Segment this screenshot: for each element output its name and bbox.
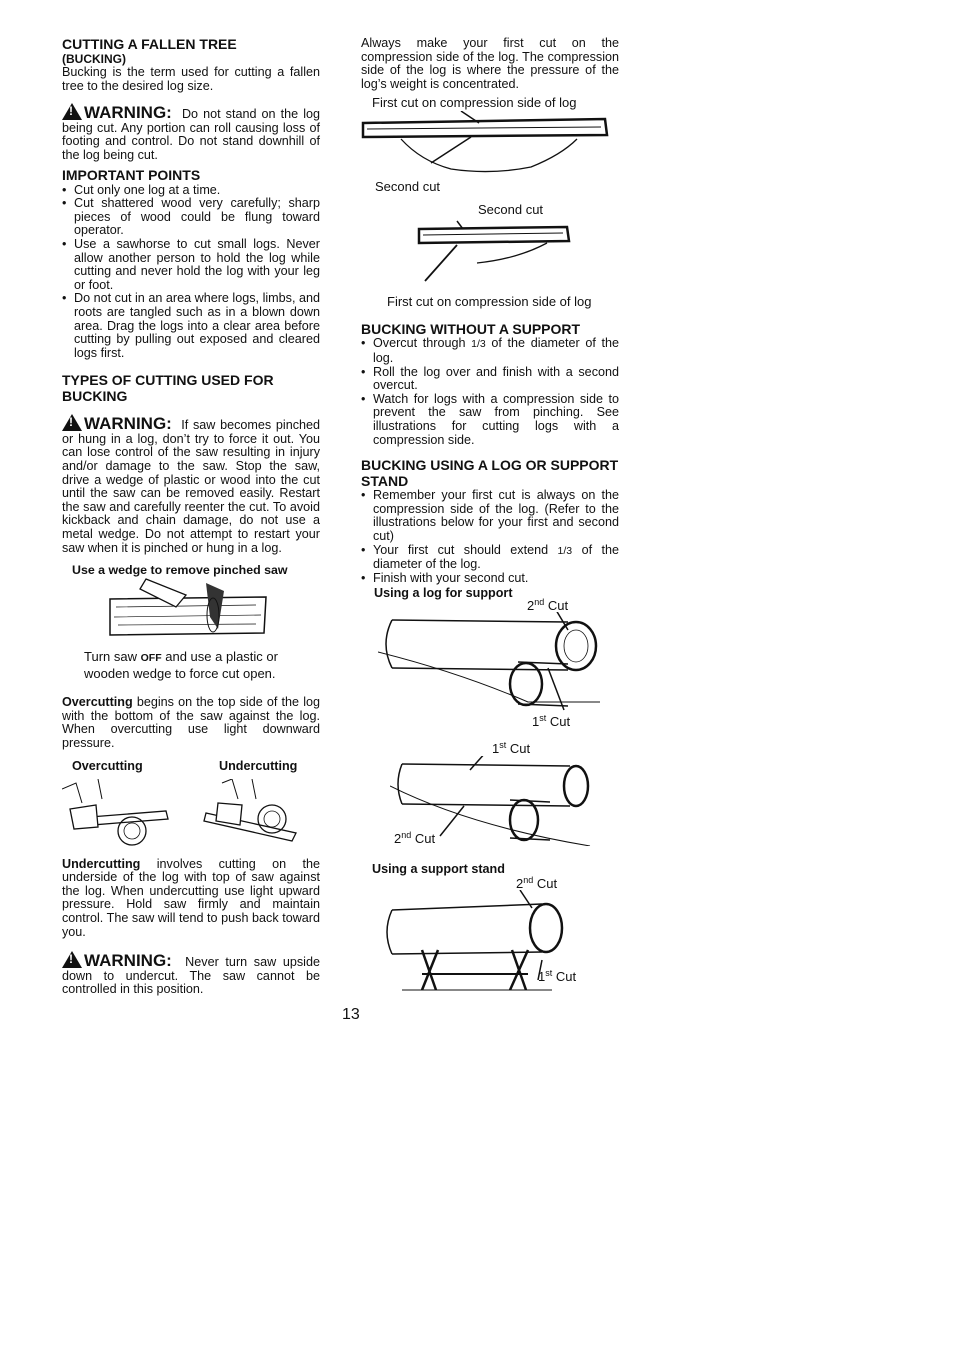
ordinal: 1 xyxy=(492,741,500,756)
list-item: • Watch for logs with a compression side to prevent the saw from pinching. See illustrations for cutting logs with a compression side. xyxy=(361,393,619,447)
undercutting-paragraph xyxy=(62,858,320,940)
second-cut-label xyxy=(516,873,557,891)
warning-icon xyxy=(62,103,82,120)
cut-word: Cut xyxy=(414,831,436,846)
wedge-note xyxy=(84,649,314,682)
log-support-caption: Using a log for support xyxy=(374,586,513,600)
ordinal-suffix: st xyxy=(499,740,507,750)
list-item-text: of the diameter of the log. xyxy=(373,336,620,365)
ordinal-suffix: nd xyxy=(401,830,412,840)
no-support-list xyxy=(361,337,619,447)
ordinal: 2 xyxy=(394,831,402,846)
overcutting-label: Overcutting xyxy=(72,758,143,773)
warning-icon xyxy=(62,951,82,968)
ordinal: 1 xyxy=(532,714,540,729)
first-cut-label xyxy=(538,966,576,984)
second-cut-label xyxy=(527,595,568,613)
cut-word: Cut xyxy=(509,741,531,756)
ordinal-suffix: st xyxy=(545,968,553,978)
cut-word: Cut xyxy=(549,714,571,729)
list-item: • Cut shattered wood very carefully; sharp pieces of wood could be flung toward operator. xyxy=(62,197,320,238)
list-item-text: Your first cut should extend xyxy=(373,542,549,557)
list-item: • Cut only one log at a time. xyxy=(62,184,320,198)
wedge-note-text: Turn saw xyxy=(84,649,137,665)
list-item-text: of the diameter of the log. xyxy=(373,542,620,572)
ordinal: 2 xyxy=(527,598,535,613)
wedge-note-text: and use a plastic or wooden wedge to force cut open. xyxy=(84,649,278,682)
no-support-heading: BUCKING WITHOUT A SUPPORT xyxy=(361,321,581,338)
page-number: 13 xyxy=(342,1006,360,1023)
overcutting-illustration xyxy=(62,779,172,851)
warning-label: WARNING: xyxy=(84,951,172,971)
compression-intro: Always make your first cut on the compression side of the log. The compression side of the log is where the pressure of the log’s weight is concentrated. xyxy=(361,36,619,91)
undercutting-label: Undercutting xyxy=(219,758,298,773)
log-fig-2 xyxy=(417,219,577,285)
warning-text: Do not stand on the log being cut. Any portion can roll causing loss of footing and control. Do not stand downhill of the log being cut. xyxy=(62,107,320,162)
types-heading: TYPES OF CUTTING USED FOR BUCKING xyxy=(62,372,274,405)
ordinal: 2 xyxy=(516,876,524,891)
first-cut-label xyxy=(492,738,530,756)
list-item: • Finish with your second cut. xyxy=(361,572,619,586)
section-title: CUTTING A FALLEN TREE xyxy=(62,36,237,52)
list-item: • Use a sawhorse to cut small logs. Never allow another person to hold the log while cutting and never hold the log with your leg or foot. xyxy=(62,238,320,292)
section-subtitle: (BUCKING) xyxy=(62,52,126,66)
list-item: • Do not cut in an area where logs, limbs, and roots are tangled such as in a blown down area. Drag the logs into a clear area before cutting by pulling out exposed and cleared logs first. xyxy=(62,292,320,360)
left-column xyxy=(62,34,320,997)
wedge-caption: Use a wedge to remove pinched saw xyxy=(72,563,288,578)
overcutting-term: Overcutting xyxy=(62,695,133,710)
warning-label: WARNING: xyxy=(84,414,172,434)
undercutting-illustration xyxy=(202,779,312,851)
warning-icon xyxy=(62,414,82,431)
list-item: • Remember your first cut is always on the compression side of the log. (Refer to the illustrations below for your first and second cut) xyxy=(361,489,619,543)
important-heading: IMPORTANT POINTS xyxy=(62,166,201,183)
right-column xyxy=(361,34,619,585)
important-list xyxy=(62,184,320,361)
fraction: 1/3 xyxy=(471,338,486,351)
undercutting-text: involves cutting on the underside of the log with top of saw against the log. When undercutting use light upward pressure. Hold saw firmly and maintain control. The saw will tend to push back toward you. xyxy=(62,856,321,939)
cut-word: Cut xyxy=(536,876,558,891)
wedge-illustration xyxy=(106,577,276,643)
fig1-top-label: First cut on compression side of log xyxy=(372,95,577,111)
fraction: 1/3 xyxy=(557,544,573,557)
log-support-illustration-1 xyxy=(378,612,600,712)
warning-block-3 xyxy=(62,951,320,997)
second-cut-label xyxy=(394,828,435,846)
fig1-bottom-label: Second cut xyxy=(375,179,441,195)
list-item: • Roll the log over and finish with a second overcut. xyxy=(361,366,619,393)
ordinal-suffix: nd xyxy=(534,597,545,607)
overcutting-paragraph xyxy=(62,696,320,750)
ordinal: 1 xyxy=(538,969,546,984)
off-label: OFF xyxy=(140,652,162,665)
warning-block-1 xyxy=(62,103,320,162)
cut-word: Cut xyxy=(555,969,577,984)
warning-text: If saw becomes pinched or hung in a log, don’t try to force it out. You can lose control of the saw resulting in injury and/or damage to the saw. Stop the saw, drive a wedge of plastic or wood into the cut until the saw can be removed easily. Restart the saw and carefully reenter the cut. To avoid kickback and chain damage, do not use a metal wedge. Do not attempt to restart your saw when it is pinched or hung in a log. xyxy=(62,418,321,555)
fig2-bottom-label: First cut on compression side of log xyxy=(387,294,592,310)
compression-illustrations xyxy=(361,95,619,319)
intro-text: Bucking is the term used for cutting a fallen tree to the desired log size. xyxy=(62,65,320,93)
ordinal-suffix: st xyxy=(539,713,547,723)
overcutting-text: begins on the top side of the log with the bottom of the saw against the log. When overcutting use light downward pressure. xyxy=(62,695,321,750)
fig2-top-label: Second cut xyxy=(478,202,544,218)
list-item xyxy=(361,337,619,365)
log-fig-1 xyxy=(361,111,611,179)
cutting-illustrations xyxy=(62,759,320,855)
cut-word: Cut xyxy=(547,598,569,613)
support-heading: BUCKING USING A LOG OR SUPPORT STAND xyxy=(361,457,619,490)
list-item-text: Overcut through xyxy=(373,336,466,351)
stand-caption: Using a support stand xyxy=(372,862,505,876)
warning-block-2 xyxy=(62,414,320,555)
first-cut-label xyxy=(532,711,570,729)
ordinal-suffix: nd xyxy=(523,875,534,885)
list-item xyxy=(361,544,619,572)
warning-label: WARNING: xyxy=(84,103,172,123)
support-list xyxy=(361,489,619,585)
warning-text: Never turn saw upside down to undercut. The saw cannot be controlled in this position. xyxy=(62,955,320,997)
undercutting-term: Undercutting xyxy=(62,856,141,871)
